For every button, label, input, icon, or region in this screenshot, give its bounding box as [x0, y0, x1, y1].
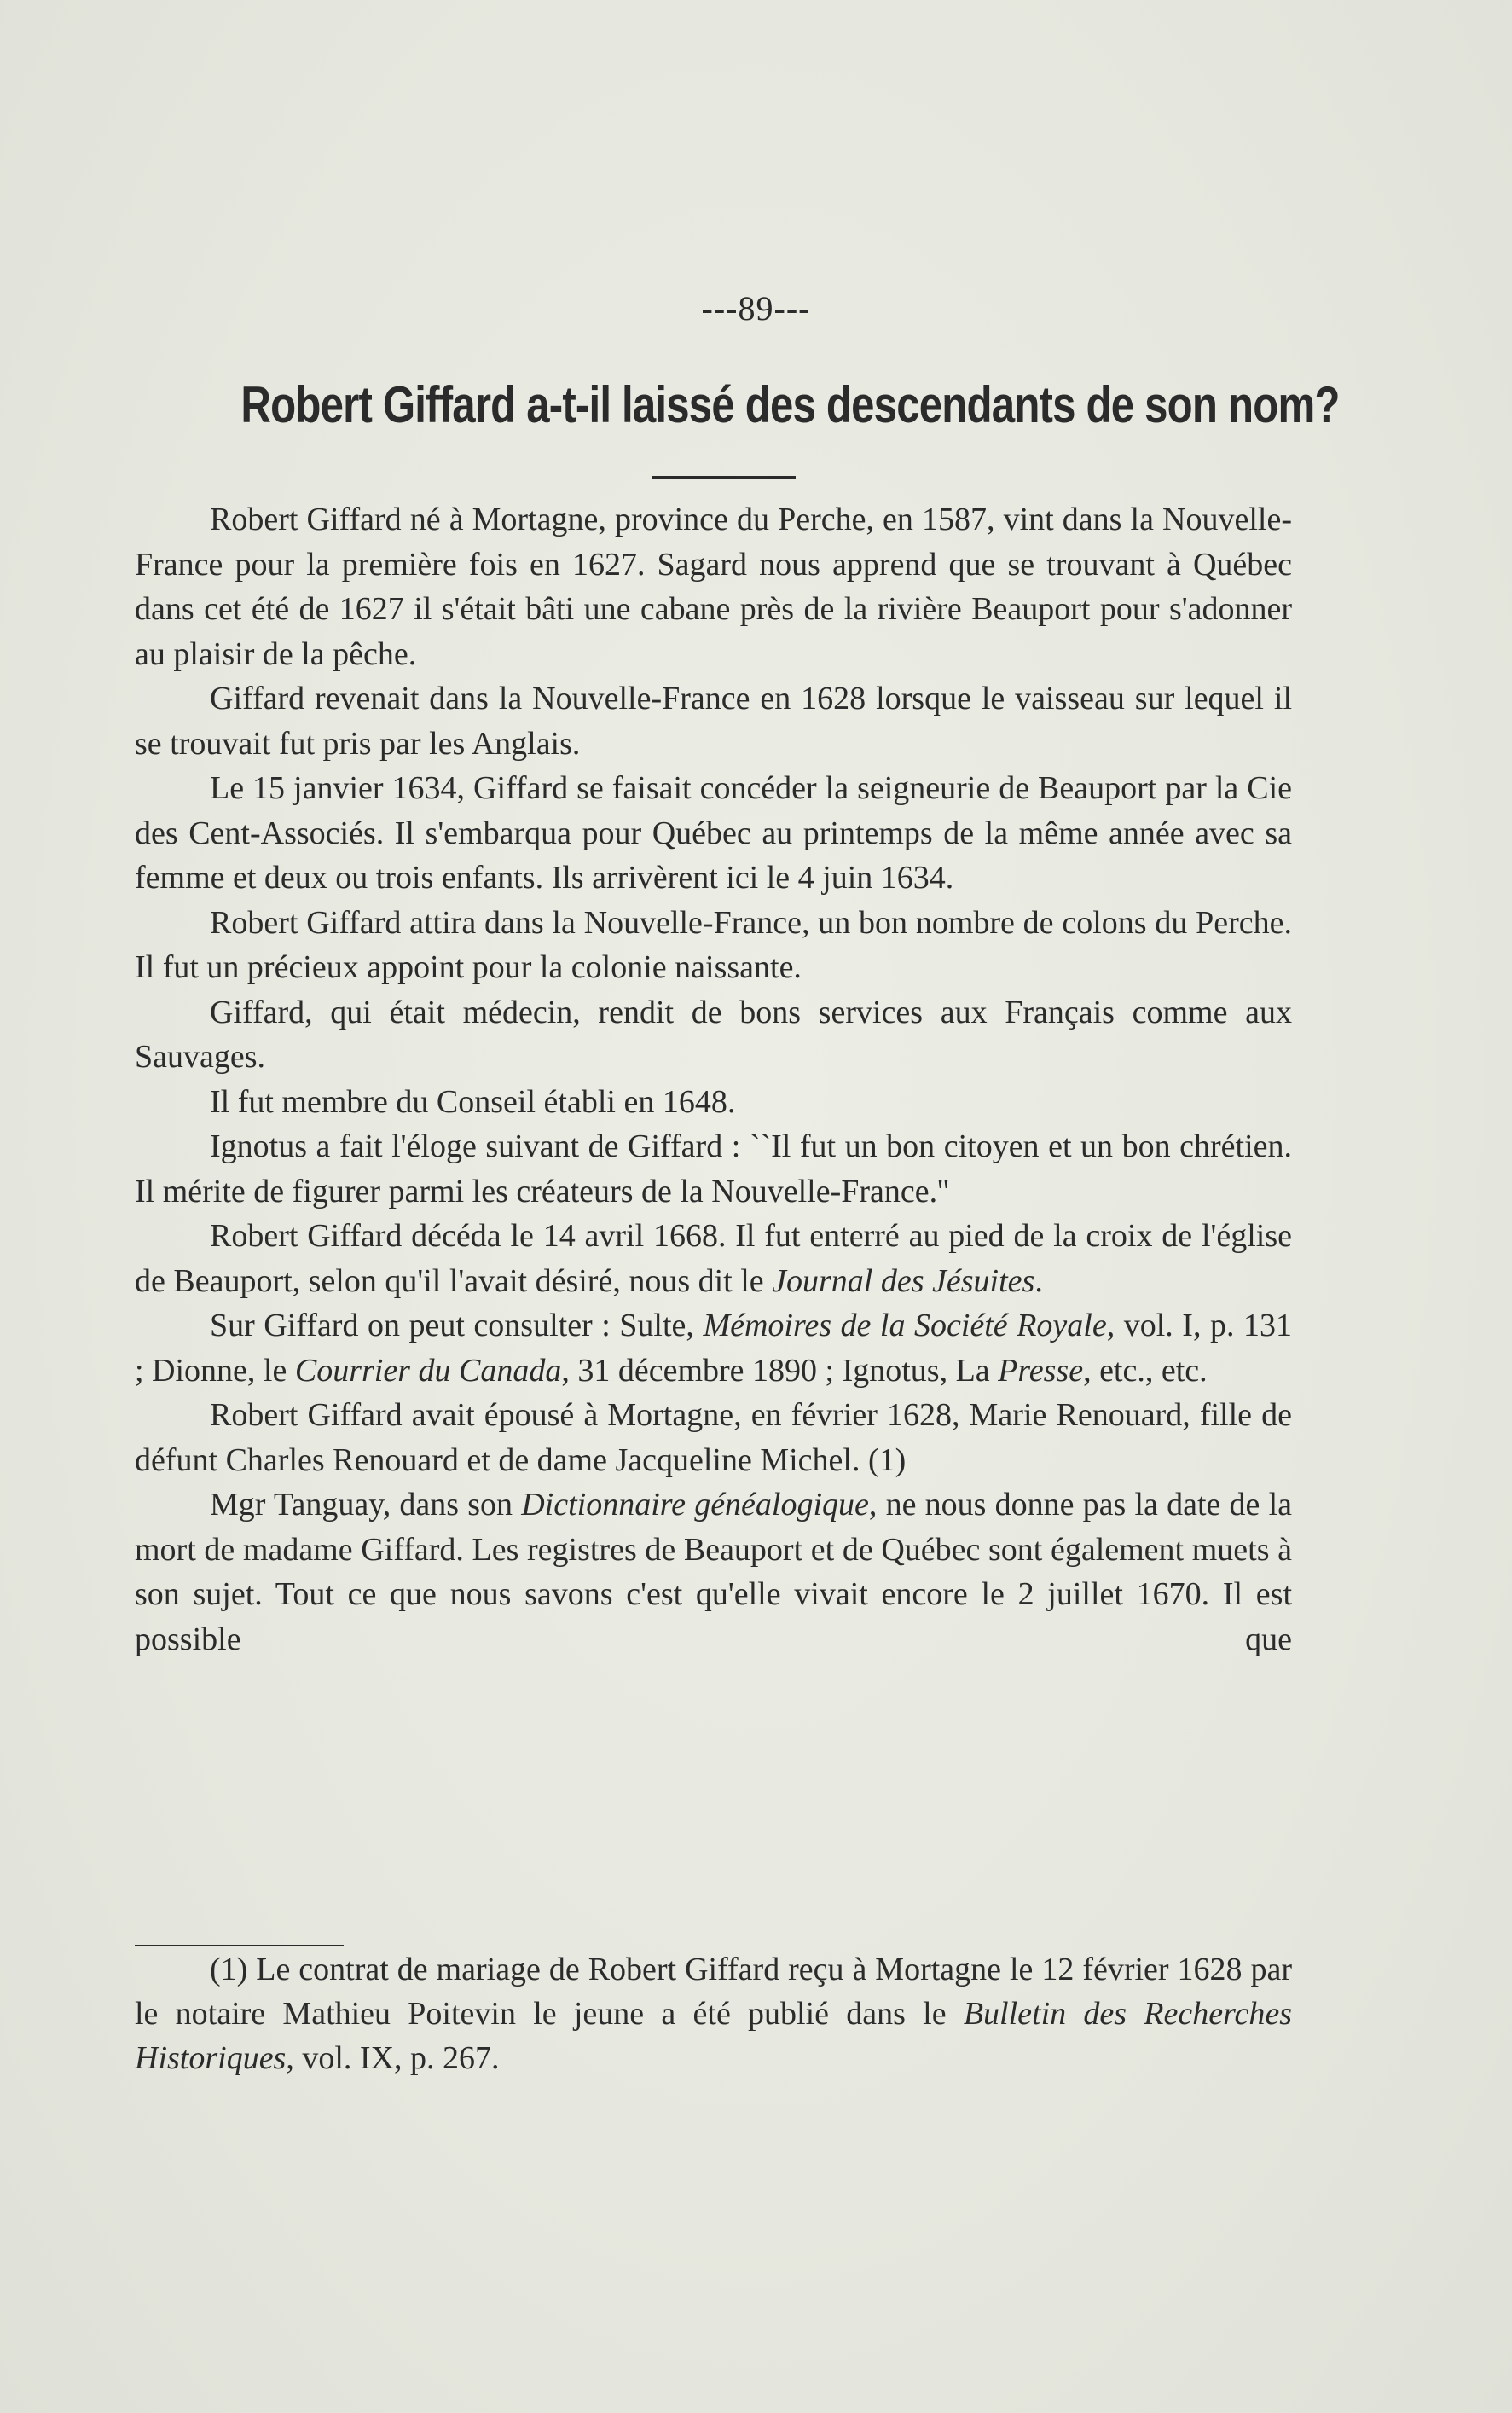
paragraph-6: Il fut membre du Conseil établi en 1648. — [210, 1083, 736, 1120]
paragraph-7: Ignotus a fait l'éloge suivant de Giffard : ``Il fut un bon citoyen et un bon chrétien. Il mérite de figurer parmi les créateurs de la Nouvelle-France.'' — [135, 1128, 1292, 1209]
bulletin-title: Bulletin des Recherches Historiques — [135, 1996, 1293, 2076]
paragraph-8-end: . — [1034, 1262, 1043, 1299]
footnote-end: , vol. IX, p. 267. — [286, 2040, 500, 2076]
paragraph-8-text: Robert Giffard décéda le 14 avril 1668. Il fut enterré au pied de la croix de l'église de Beauport, selon qu'il l'avait désiré, nous dit le — [135, 1218, 1292, 1299]
paragraph-9-mid: , vol. I, p. 131 ; Dionne, le — [135, 1308, 1292, 1389]
paragraph-5: Giffard, qui était médecin, rendit de bons services aux Français comme aux Sauvages. — [135, 994, 1292, 1075]
page-number: ---89--- — [701, 289, 811, 328]
courrier-title: Courrier du Canada — [294, 1352, 562, 1389]
paragraph-10: Robert Giffard avait épousé à Mortagne, en février 1628, Marie Renouard, fille de défunt Charles Renouard et de dame Jacqueline Michel. (1) — [135, 1397, 1292, 1478]
title-divider — [652, 476, 796, 479]
article-title: Robert Giffard a-t-il laissé des descendants de son nom? — [240, 376, 1340, 433]
article-body — [135, 497, 1292, 1662]
paragraph-9 — [135, 1303, 1292, 1393]
paragraph-9-text: Sur Giffard on peut consulter : Sulte, — [210, 1308, 704, 1343]
paragraph-11-text: Mgr Tanguay, dans son — [210, 1487, 522, 1523]
paragraph-8 — [135, 1214, 1292, 1303]
paragraph-1: Robert Giffard né à Mortagne, province du Perche, en 1587, vint dans la Nouvelle-France pour la première fois en 1627. Sagard nous apprend que se trouvant à Québec dans cet été de 1627 il s'était bâti une cabane près de la rivière Beauport pour s'adonner au plaisir de la pêche. — [135, 502, 1292, 672]
presse-title: Presse — [998, 1352, 1084, 1389]
journal-des-jesuites-title: Journal des Jésuites — [772, 1262, 1035, 1299]
memoires-title: Mémoires de la Société Royale — [703, 1308, 1107, 1343]
dictionnaire-title: Dictionnaire généalogique — [521, 1487, 869, 1523]
paragraph-11 — [135, 1482, 1292, 1662]
paragraph-9-mid2: , 31 décembre 1890 ; Ignotus, La — [561, 1352, 999, 1389]
footnote-divider — [135, 1945, 344, 1946]
paragraph-11-end: , ne nous donne pas la date de la mort de madame Giffard. Les registres de Beauport et de Québec sont également muets à son sujet. Tout ce que nous savons c'est qu'elle vivait encore le 2 juillet 1670. Il est possible que — [135, 1487, 1293, 1657]
footnote — [135, 1947, 1292, 2080]
paragraph-9-end: , etc., etc. — [1083, 1352, 1208, 1389]
footnote-text: (1) Le contrat de mariage de Robert Giffard reçu à Mortagne le 12 février 1628 par le notaire Mathieu Poitevin le jeune a été publié dans le — [135, 1952, 1292, 2032]
paragraph-2: Giffard revenait dans la Nouvelle-France en 1628 lorsque le vaisseau sur lequel il se trouvait fut pris par les Anglais. — [135, 681, 1292, 762]
paragraph-4: Robert Giffard attira dans la Nouvelle-France, un bon nombre de colons du Perche. Il fut un précieux appoint pour la colonie naissante. — [135, 904, 1292, 985]
paragraph-3: Le 15 janvier 1634, Giffard se faisait concéder la seigneurie de Beauport par la Cie des Cent-Associés. Il s'embarqua pour Québec au printemps de la même année avec sa femme et deux ou trois enfants. Ils arrivèrent ici le 4 juin 1634. — [135, 770, 1292, 896]
